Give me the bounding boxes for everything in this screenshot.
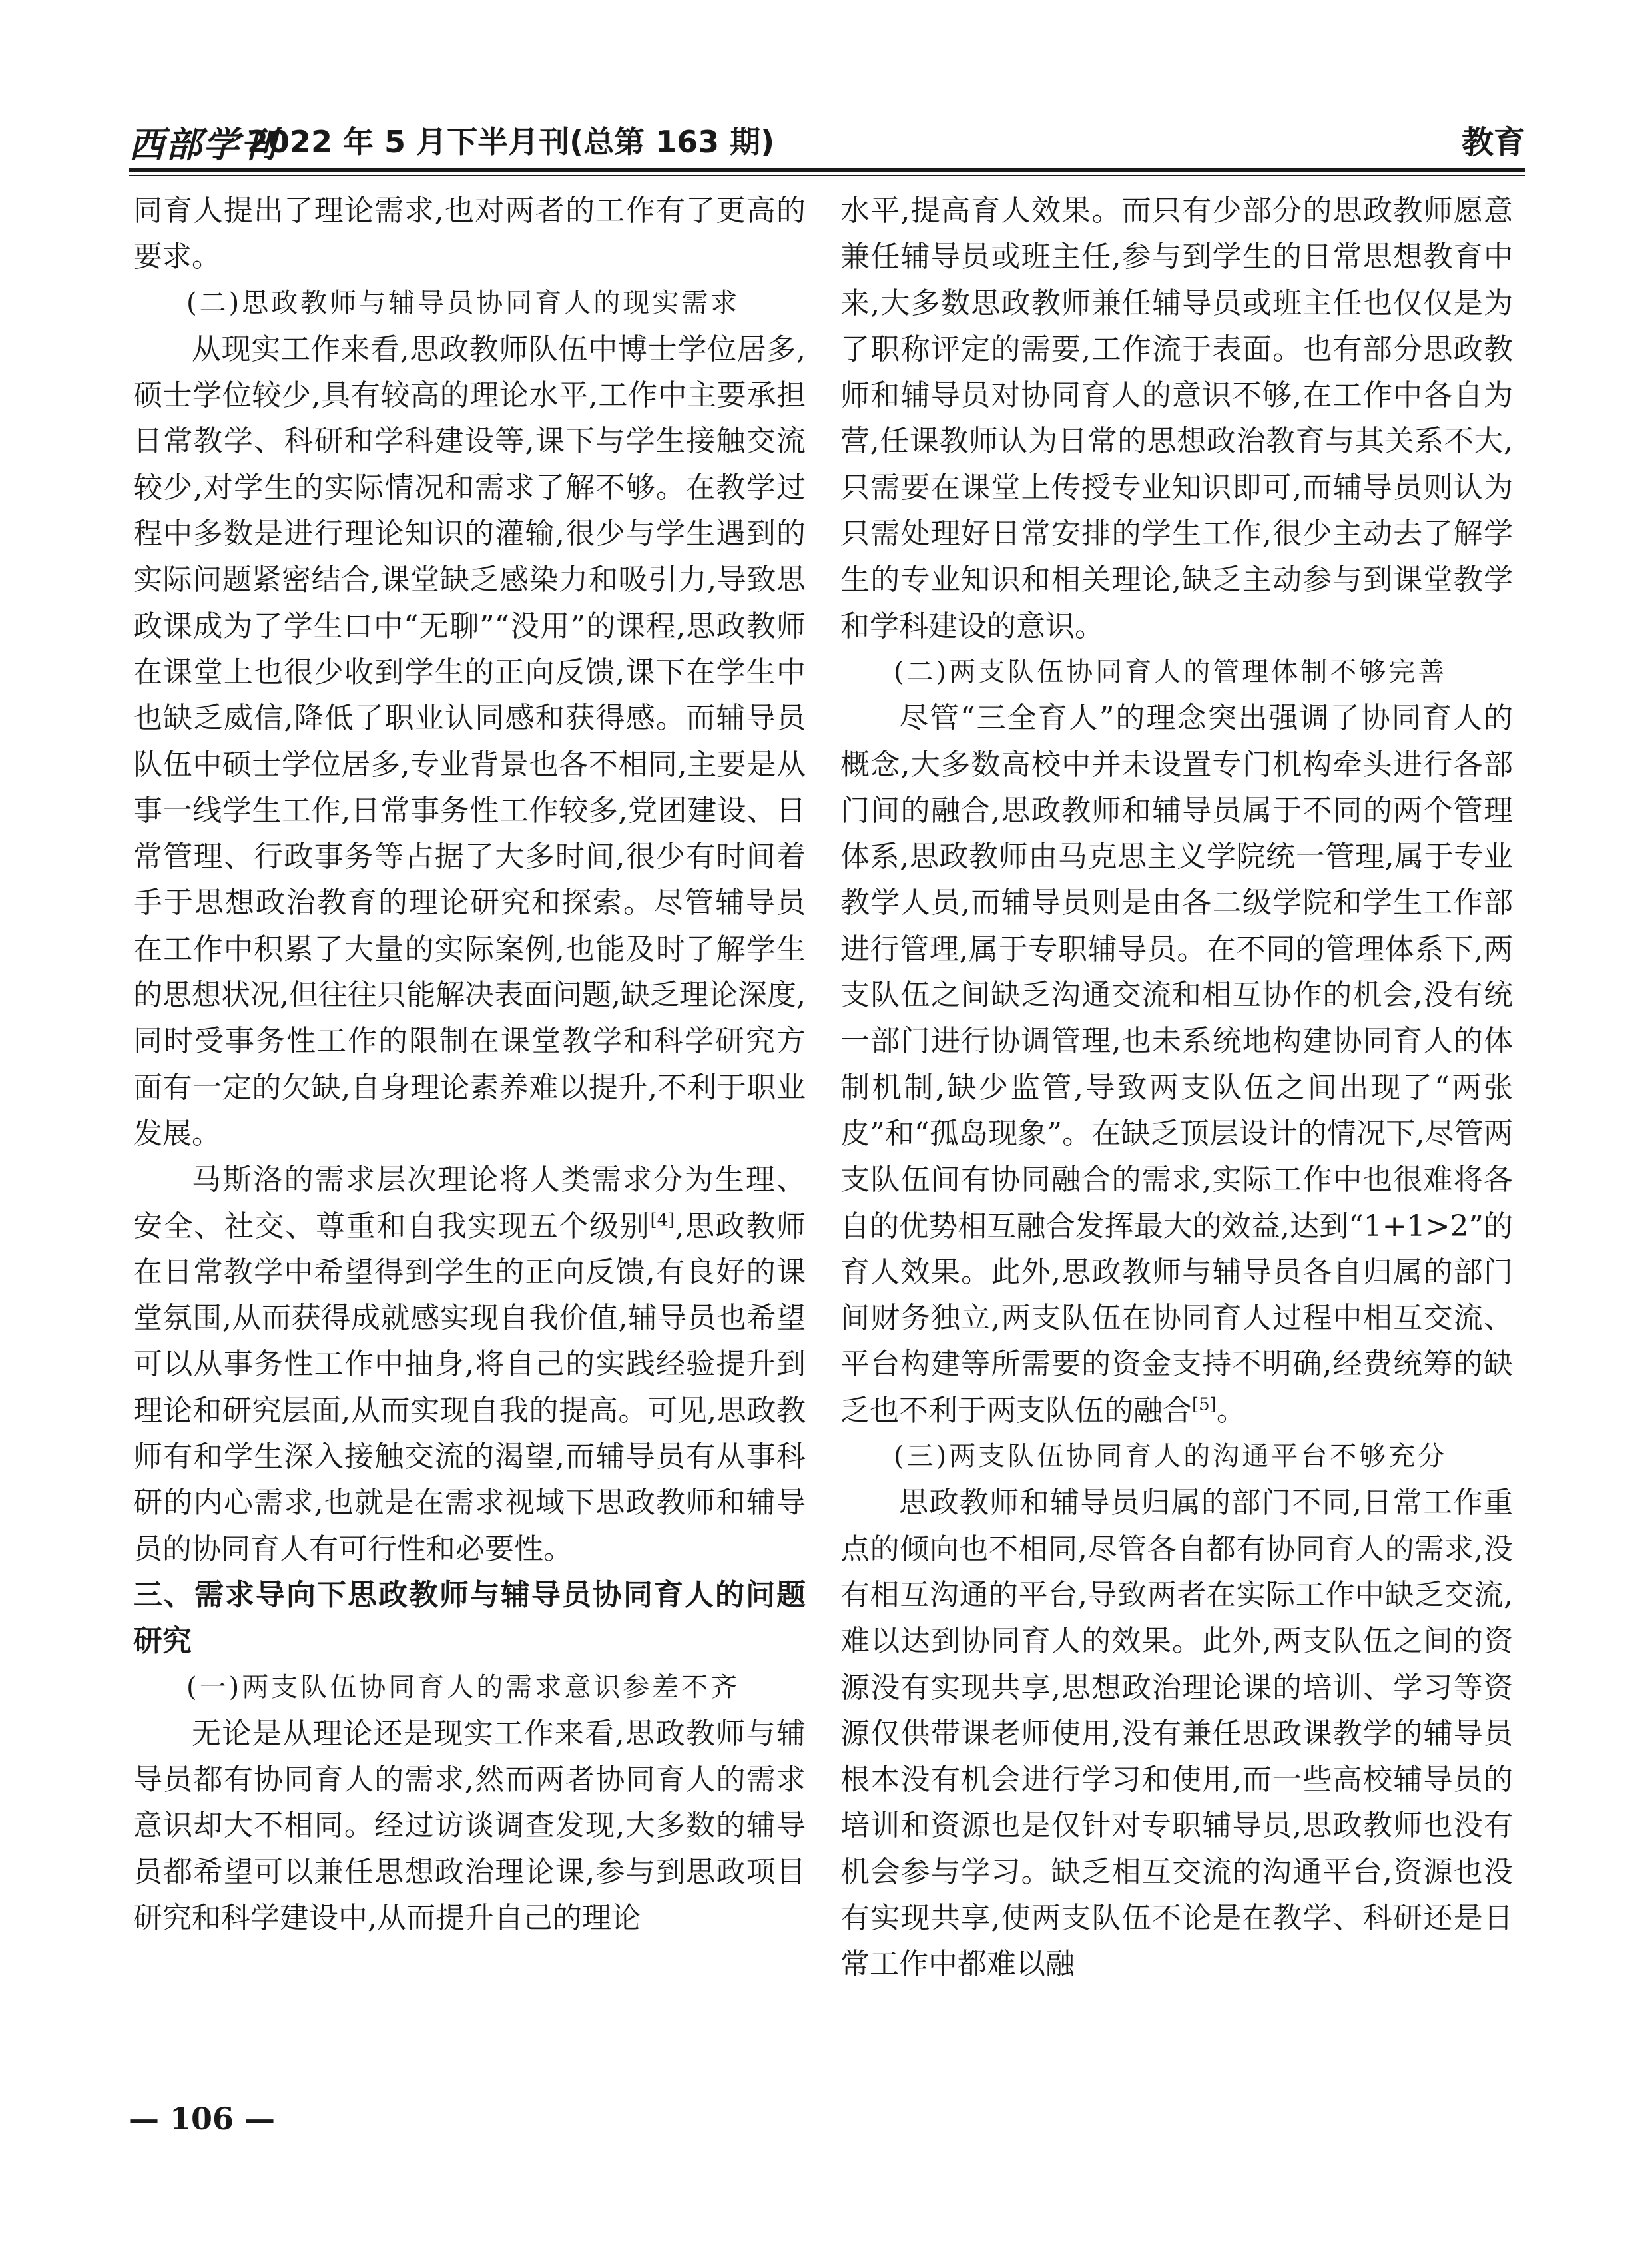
paragraph xyxy=(840,695,1513,1434)
paragraph-text: 马斯洛的需求层次理论将人类需求分为生理、安全、社交、尊重和自我实现五个级别 xyxy=(133,1163,806,1243)
section-name: 教育 xyxy=(1461,124,1525,161)
subheading: (三)两支队伍协同育人的沟通平台不够充分 xyxy=(894,1441,1448,1472)
paragraph: 思政教师和辅导员归属的部门不同,日常工作重点的倾向也不相同,尽管各自都有协同育人的需求,没有相互沟通的平台,导致两者在实际工作中缺乏交流,难以达到协同育人的效果。此外,两支队伍之间的资源没有实现共享,思想政治理论课的培训、学习等资源仅供带课老师使用,没有兼任思政课教学的辅导员根本没有机会进行学习和使用,而一些高校辅导员的培训和资源也是仅针对专职辅导员,思政教师也没有机会参与学习。缺乏相互交流的沟通平台,资源也没有实现共享,使两支队伍不论是在教学、科研还是日常工作中都难以融 xyxy=(840,1486,1513,1982)
header-rule-thin xyxy=(129,175,1525,176)
paragraph: 无论是从理论还是现实工作来看,思政教师与辅导员都有协同育人的需求,然而两者协同育人的需求意识却大不相同。经过访谈调查发现,大多数的辅导员都希望可以兼任思想政治理论课,参与到思政项目研究和科学建设中,从而提升自己的理论 xyxy=(133,1716,806,1935)
paragraph-text: 。 xyxy=(1216,1393,1246,1428)
subheading: (二)思政教师与辅导员协同育人的现实需求 xyxy=(186,287,740,318)
paragraph: 从现实工作来看,思政教师队伍中博士学位居多,硕士学位较少,具有较高的理论水平,工作中主要承担日常教学、科研和学科建设等,课下与学生接触交流较少,对学生的实际情况和需求了解不够。在教学过程中多数是进行理论知识的灌输,很少与学生遇到的实际问题紧密结合,课堂缺乏感染力和吸引力,导致思政课成为了学生口中“无聊”“没用”的课程,思政教师在课堂上也很少收到学生的正向反馈,课下在学生中也缺乏威信,降低了职业认同感和获得感。而辅导员队伍中硕士学位居多,专业背景也各不相同,主要是从事一线学生工作,日常事务性工作较多,党团建设、日常管理、行政事务等占据了大多时间,很少有时间着手于思想政治教育的理论研究和探索。尽管辅导员在工作中积累了大量的实际案例,也能及时了解学生的思想状况,但往往只能解决表面问题,缺乏理论深度,同时受事务性工作的限制在课堂教学和科学研究方面有一定的欠缺,自身理论素养难以提升,不利于职业发展。 xyxy=(133,332,806,1151)
subheading: (二)两支队伍协同育人的管理体制不够完善 xyxy=(894,656,1448,687)
page-number: — 106 — xyxy=(129,2101,276,2137)
paragraph: 同育人提出了理论需求,也对两者的工作有了更高的要求。 xyxy=(133,194,806,274)
journal-title: 西部学刊 xyxy=(129,123,278,166)
paragraph-text: ,思政教师在日常教学中希望得到学生的正向反馈,有良好的课堂氛围,从而获得成就感实现自我价值,辅导员也希望可以从事务性工作中抽身,将自己的实践经验提升到理论和研究层面,从而实现自我的提高。可见,思政教师有和学生深入接触交流的渴望,而辅导员有从事科研的内心需求,也就是在需求视域下思政教师和辅导员的协同育人有可行性和必要性。 xyxy=(133,1209,806,1566)
citation-ref: [4] xyxy=(650,1209,675,1230)
header-rule xyxy=(129,168,1525,172)
section-heading: 三、需求导向下思政教师与辅导员协同育人的问题研究 xyxy=(133,1577,806,1659)
paragraph-text: 尽管“三全育人”的理念突出强调了协同育人的概念,大多数高校中并未设置专门机构牵头进行各部门间的融合,思政教师和辅导员属于不同的两个管理体系,思政教师由马克思主义学院统一管理,属于专业教学人员,而辅导员则是由各二级学院和学生工作部进行管理,属于专职辅导员。在不同的管理体系下,两支队伍之间缺乏沟通交流和相互协作的机会,没有统一部门进行协调管理,也未系统地构建协同育人的体制机制,缺少监管,导致两支队伍之间出现了“两张皮”和“孤岛现象”。在缺乏顶层设计的情况下,尽管两支队伍间有协同融合的需求,实际工作中也很难将各自的优势相互融合发挥最大的效益,达到“1+1>2”的育人效果。此外,思政教师与辅导员各自归属的部门间财务独立,两支队伍在协同育人过程中相互交流、平台构建等所需要的资金支持不明确,经费统筹的缺乏也不利于两支队伍的融合 xyxy=(840,701,1513,1428)
issue-info: 2022 年 5 月下半月刊(总第 163 期) xyxy=(247,124,775,160)
running-header xyxy=(129,110,1525,166)
subheading: (一)两支队伍协同育人的需求意识参差不齐 xyxy=(186,1671,740,1703)
right-column xyxy=(840,188,1513,1988)
paragraph xyxy=(133,1157,806,1572)
left-column xyxy=(133,188,806,1941)
paragraph: 水平,提高育人效果。而只有少部分的思政教师愿意兼任辅导员或班主任,参与到学生的日常思想教育中来,大多数思政教师兼任辅导员或班主任也仅仅是为了职称评定的需要,工作流于表面。也有部分思政教师和辅导员对协同育人的意识不够,在工作中各自为营,任课教师认为日常的思想政治教育与其关系不大,只需要在课堂上传授专业知识即可,而辅导员则认为只需处理好日常安排的学生工作,很少主动去了解学生的专业知识和相关理论,缺乏主动参与到课堂教学和学科建设的意识。 xyxy=(840,194,1513,643)
citation-ref: [5] xyxy=(1192,1394,1217,1415)
